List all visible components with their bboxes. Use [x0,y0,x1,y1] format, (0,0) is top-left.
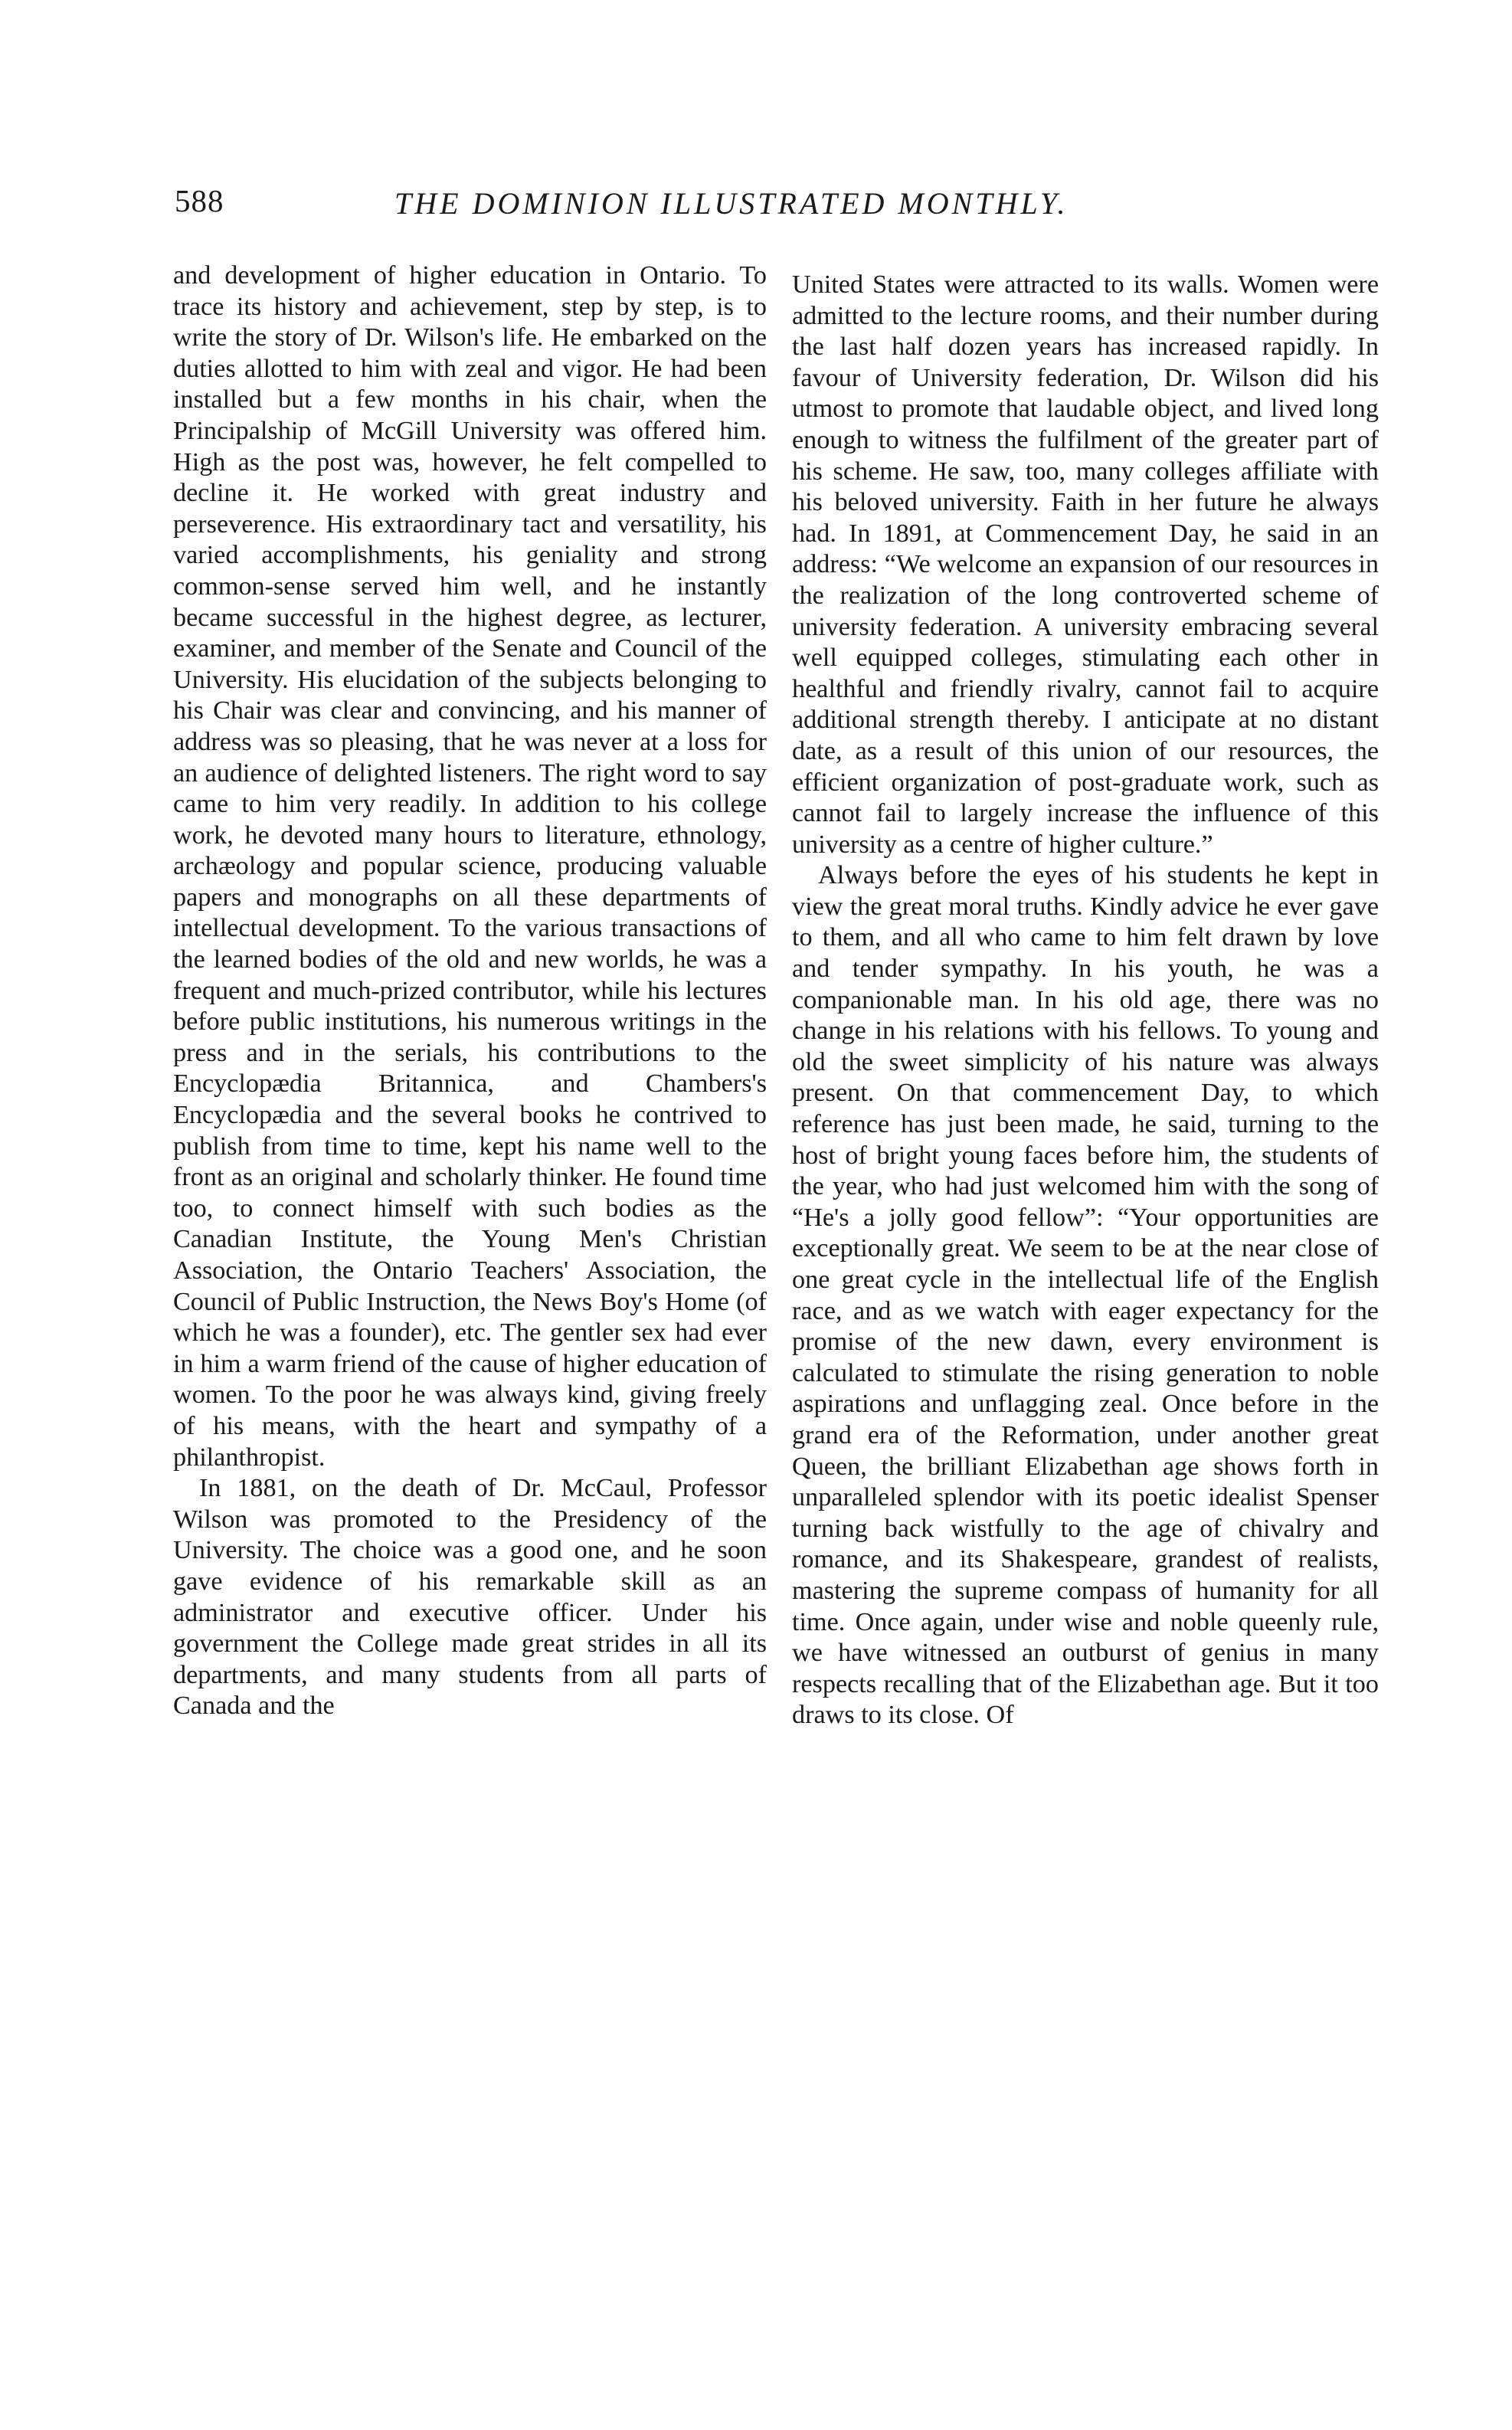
paragraph: and development of higher education in Ontario. To trace its history and achievement, step by step, is to write the story of Dr. Wilson's life. He embarked on the duties allotted to him with zeal and vigor. He had been installed but a few months in his chair, when the Principalship of McGill University was offered him. High as the post was, however, he felt compelled to decline it. He worked with great industry and perseverence. His extraordinary tact and versatility, his varied accomplishments, his geniality and strong common-sense served him well, and he instantly became successful in the highest degree, as lecturer, examiner, and member of the Senate and Council of the University. His elucidation of the subjects belonging to his Chair was clear and convincing, and his manner of address was so pleasing, that he was never at a loss for an audience of delighted listeners. The right word to say came to him very readily. In addition to his college work, he devoted many hours to literature, ethnology, archæology and popular science, producing valuable papers and monographs on all these departments of intellectual development. To the various transactions of the learned bodies of the old and new worlds, he was a frequent and much-prized contributor, while his lectures before public institutions, his numerous writings in the press and in the serials, his contributions to the Encyclopædia Britannica, and Chambers's Encyclopædia and the several books he contrived to publish from time to time, kept his name well to the front as an original and scholarly thinker. He found time too, to connect himself with such bodies as the Canadian Institute, the Young Men's Christian Association, the Ontario Teachers' Association, the Council of Public Instruction, the News Boy's Home (of which he was a founder), etc. The gentler sex had ever in him a warm friend of the cause of higher education of women. To the poor he was always kind, giving freely of his means, with the heart and sympathy of a philanthropist. [173,261,767,1472]
paragraph: Always before the eyes of his students he kept in view the great moral truths. Kindly advice he ever gave to them, and all who came to him felt drawn by love and tender sympathy. In his youth, he was a companionable man. In his old age, there was no change in his relations with his fellows. To young and old the sweet simplicity of his nature was always present. On that commencement Day, to which reference has just been made, he said, turning to the host of bright young faces before him, the students of the year, who had just welcomed him with the song of “He's a jolly good fellow”: “Your opportunities are exceptionally great. We seem to be at the near close of one great cycle in the intellectual life of the English race, and as we watch with eager expectancy for the promise of the new dawn, every environment is calculated to stimulate the rising generation to noble aspirations and unflagging zeal. Once before in the grand era of the Reformation, under another great Queen, the brilliant Elizabethan age shows forth in unparalleled splendor with its poetic idealist Spenser turning back wistfully to the age of chivalry and romance, and its Shakespeare, grandest of realists, mastering the supreme compass of humanity for all time. Once again, under wise and noble queenly rule, we have witnessed an outburst of genius in many respects recalling that of the Elizabethan age. But it too draws to its close. Of [792,861,1379,1730]
left-column [173,260,767,1722]
paragraph: In 1881, on the death of Dr. McCaul, Professor Wilson was promoted to the Presidency of the University. The choice was a good one, and he soon gave evidence of his remarkable skill as an administrator and executive officer. Under his government the College made great strides in all its departments, and many students from all parts of Canada and the [173,1474,767,1721]
right-column [792,270,1379,1731]
page-number: 588 [175,183,224,218]
running-head: THE DOMINION ILLUSTRATED MONTHLY. [394,186,1069,221]
paragraph: United States were attracted to its walls. Women were admitted to the lecture rooms, and their number during the last half dozen years has increased rapidly. In favour of University federation, Dr. Wilson did his utmost to promote that laudable object, and lived long enough to witness the fulfilment of the greater part of his scheme. He saw, too, many colleges affiliate with his beloved university. Faith in her future he always had. In 1891, at Commencement Day, he said in an address: “We welcome an expansion of our resources in the realization of the long controverted scheme of university federation. A university embracing several well equipped colleges, stimulating each other in healthful and friendly rivalry, cannot fail to acquire additional strength thereby. I anticipate at no distant date, as a result of this union of our resources, the efficient organization of post-graduate work, such as cannot fail to largely increase the influence of this university as a centre of higher culture.” [792,270,1379,859]
